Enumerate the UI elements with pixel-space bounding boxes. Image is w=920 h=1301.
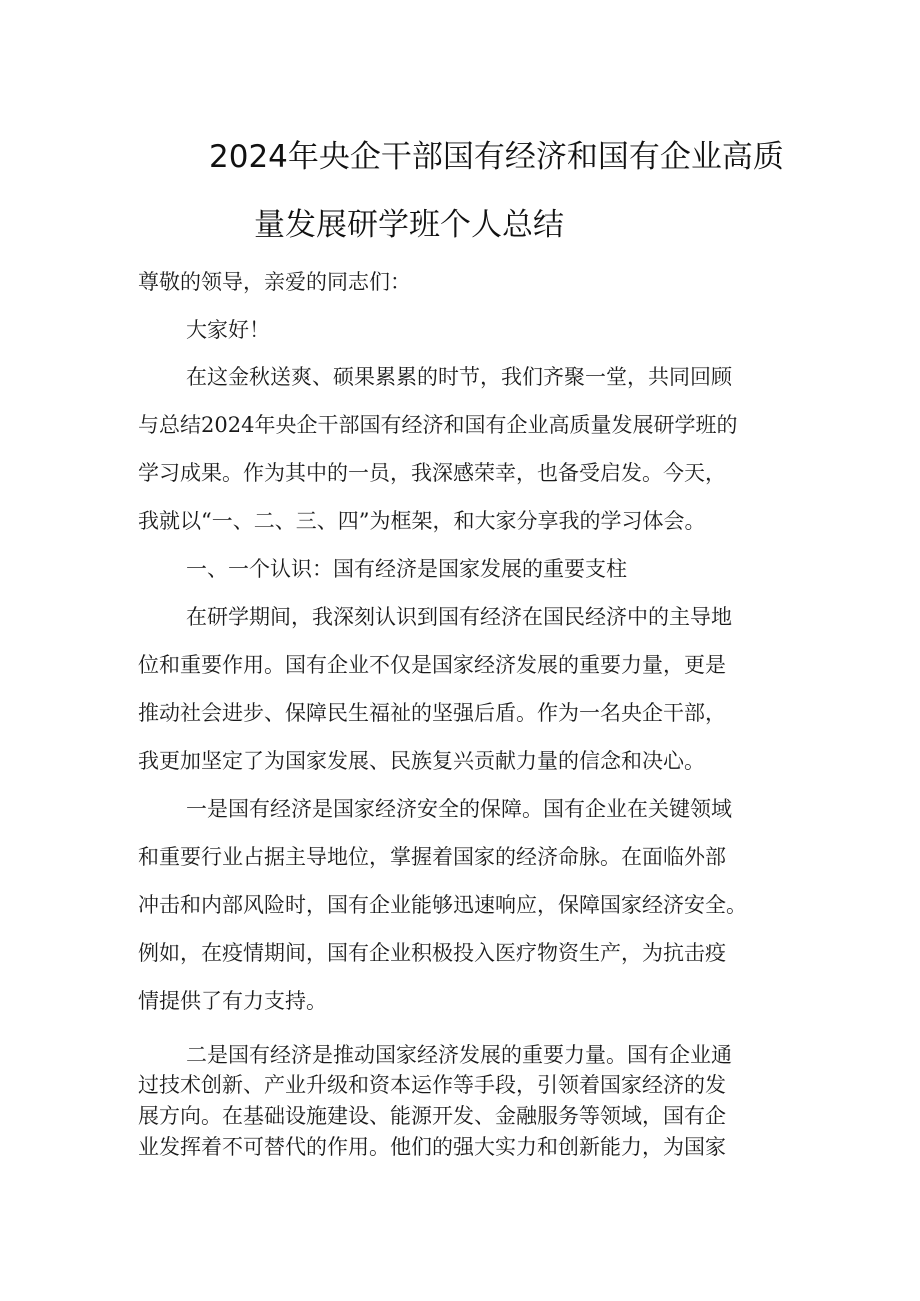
paragraph-line: 在这金秋送爽、硕果累累的时节，我们齐聚一堂，共同回顾: [186, 365, 732, 389]
paragraph-line: 我更加坚定了为国家发展、民族复兴贡献力量的信念和决心。: [138, 749, 705, 773]
paragraph-line: 二是国有经济是推动国家经济发展的重要力量。国有企业通: [186, 1043, 732, 1067]
paragraph-line: 例如，在疫情期间，国有企业积极投入医疗物资生产，为抗击疫: [138, 941, 726, 965]
document-title-line-2: 量发展研学班个人总结: [254, 207, 564, 243]
paragraph-line: 过技术创新、产业升级和资本运作等手段，引领着国家经济的发: [138, 1073, 726, 1097]
paragraph-line: 学习成果。作为其中的一员，我深感荣幸，也备受启发。今天，: [138, 461, 726, 485]
paragraph-line: 与总结2024年央企干部国有经济和国有企业高质量发展研学班的: [138, 413, 738, 437]
salutation: 尊敬的领导，亲爱的同志们：: [138, 270, 411, 294]
greeting: 大家好！: [186, 318, 270, 342]
document-title-line-1: 2024年央企干部国有经济和国有企业高质: [209, 139, 784, 175]
paragraph-line: 我就以“一、二、三、四”为框架，和大家分享我的学习体会。: [138, 509, 706, 533]
paragraph-line: 冲击和内部风险时，国有企业能够迅速响应，保障国家经济安全。: [138, 893, 747, 917]
paragraph-line: 情提供了有力支持。: [138, 989, 327, 1013]
paragraph-line: 在研学期间，我深刻认识到国有经济在国民经济中的主导地: [186, 605, 732, 629]
paragraph-line: 一是国有经济是国家经济安全的保障。国有企业在关键领域: [186, 797, 732, 821]
section-heading: 一、一个认识：国有经济是国家发展的重要支柱: [186, 557, 627, 581]
paragraph-line: 推动社会进步、保障民生福祉的坚强后盾。作为一名央企干部，: [138, 701, 726, 725]
paragraph-line: 展方向。在基础设施建设、能源开发、金融服务等领域，国有企: [138, 1104, 726, 1128]
paragraph-line: 和重要行业占据主导地位，掌握着国家的经济命脉。在面临外部: [138, 845, 726, 869]
paragraph-line: 位和重要作用。国有企业不仅是国家经济发展的重要力量，更是: [138, 653, 726, 677]
paragraph-line: 业发挥着不可替代的作用。他们的强大实力和创新能力，为国家: [138, 1135, 726, 1159]
